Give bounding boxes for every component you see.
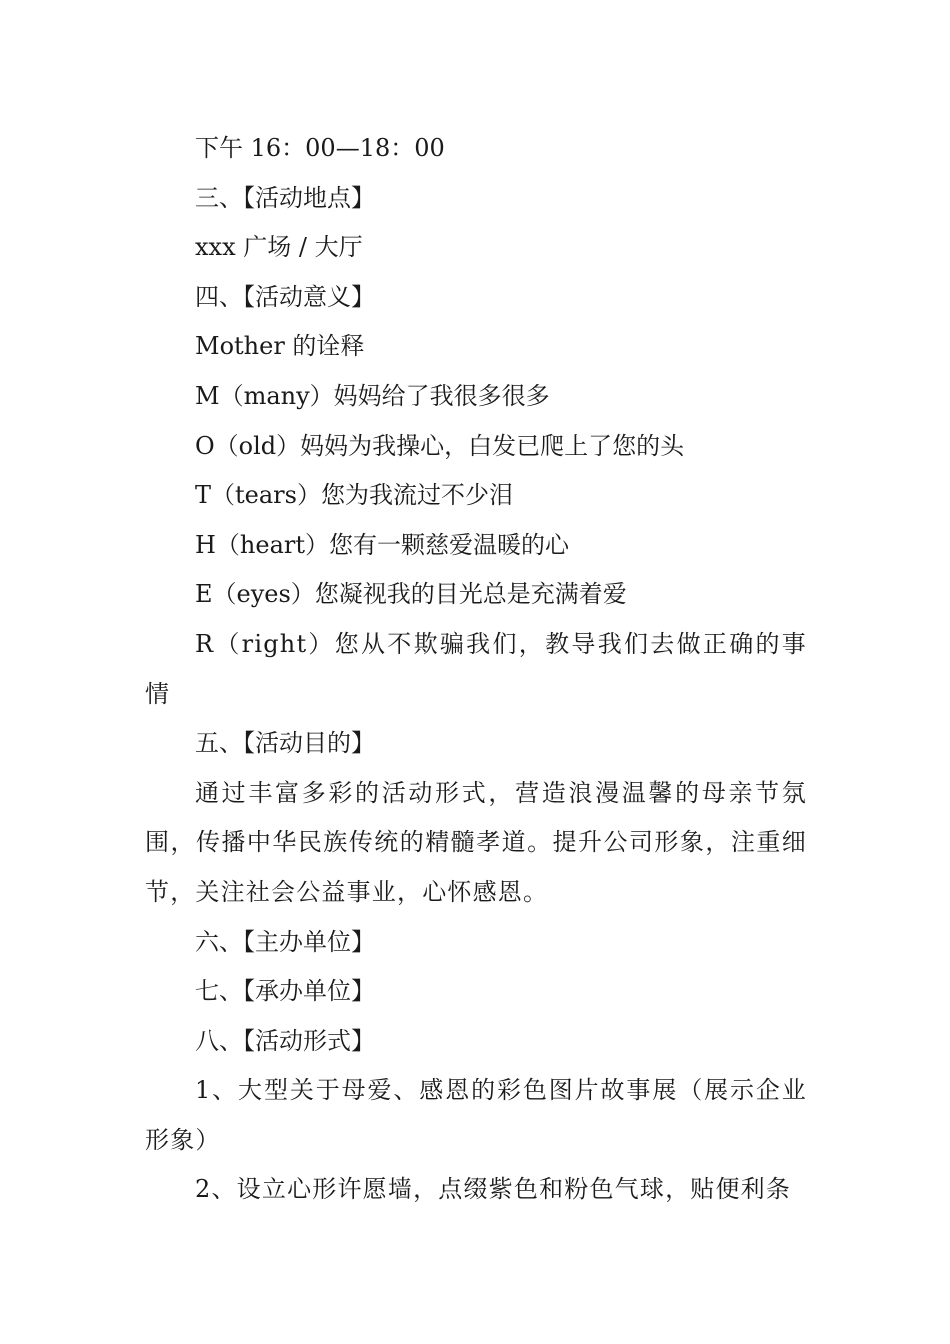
mother-o: O（old）妈妈为我操心，白发已爬上了您的头 [195,431,685,460]
mother-h: H（heart）您有一颗慈爱温暖的心 [195,530,570,559]
document-body [145,124,807,1215]
activity-time: 下午 16：00—18：00 [195,134,445,162]
heading-co-organizer: 七、【承办单位】 [195,977,375,1006]
mother-e: E（eyes）您凝视我的目光总是充满着爱 [195,580,627,609]
activity-location: xxx 广场 / 大厅 [195,233,363,262]
mother-r: R（right）您从不欺骗我们，教导我们去做正确的事情 [145,629,807,708]
heading-activity-location: 三、【活动地点】 [195,183,375,212]
mother-t: T（tears）您为我流过不少泪 [195,481,513,510]
purpose-paragraph: 通过丰富多彩的活动形式，营造浪漫温馨的母亲节氛围，传播中华民族传统的精髓孝道。提升公司形象，注重细节，关注社会公益事业，心怀感恩。 [145,778,807,906]
format-item-2: 2、设立心形许愿墙，点缀紫色和粉色气球，贴便利条 [195,1175,792,1204]
heading-activity-format: 八、【活动形式】 [195,1026,375,1055]
mother-title: Mother 的诠释 [195,332,365,361]
heading-organizer: 六、【主办单位】 [195,927,375,956]
format-item-1: 1、大型关于母爱、感恩的彩色图片故事展（展示企业形象） [145,1076,807,1154]
heading-activity-purpose: 五、【活动目的】 [195,729,375,758]
mother-m: M（many）妈妈给了我很多很多 [195,381,550,410]
heading-activity-meaning: 四、【活动意义】 [195,282,375,311]
